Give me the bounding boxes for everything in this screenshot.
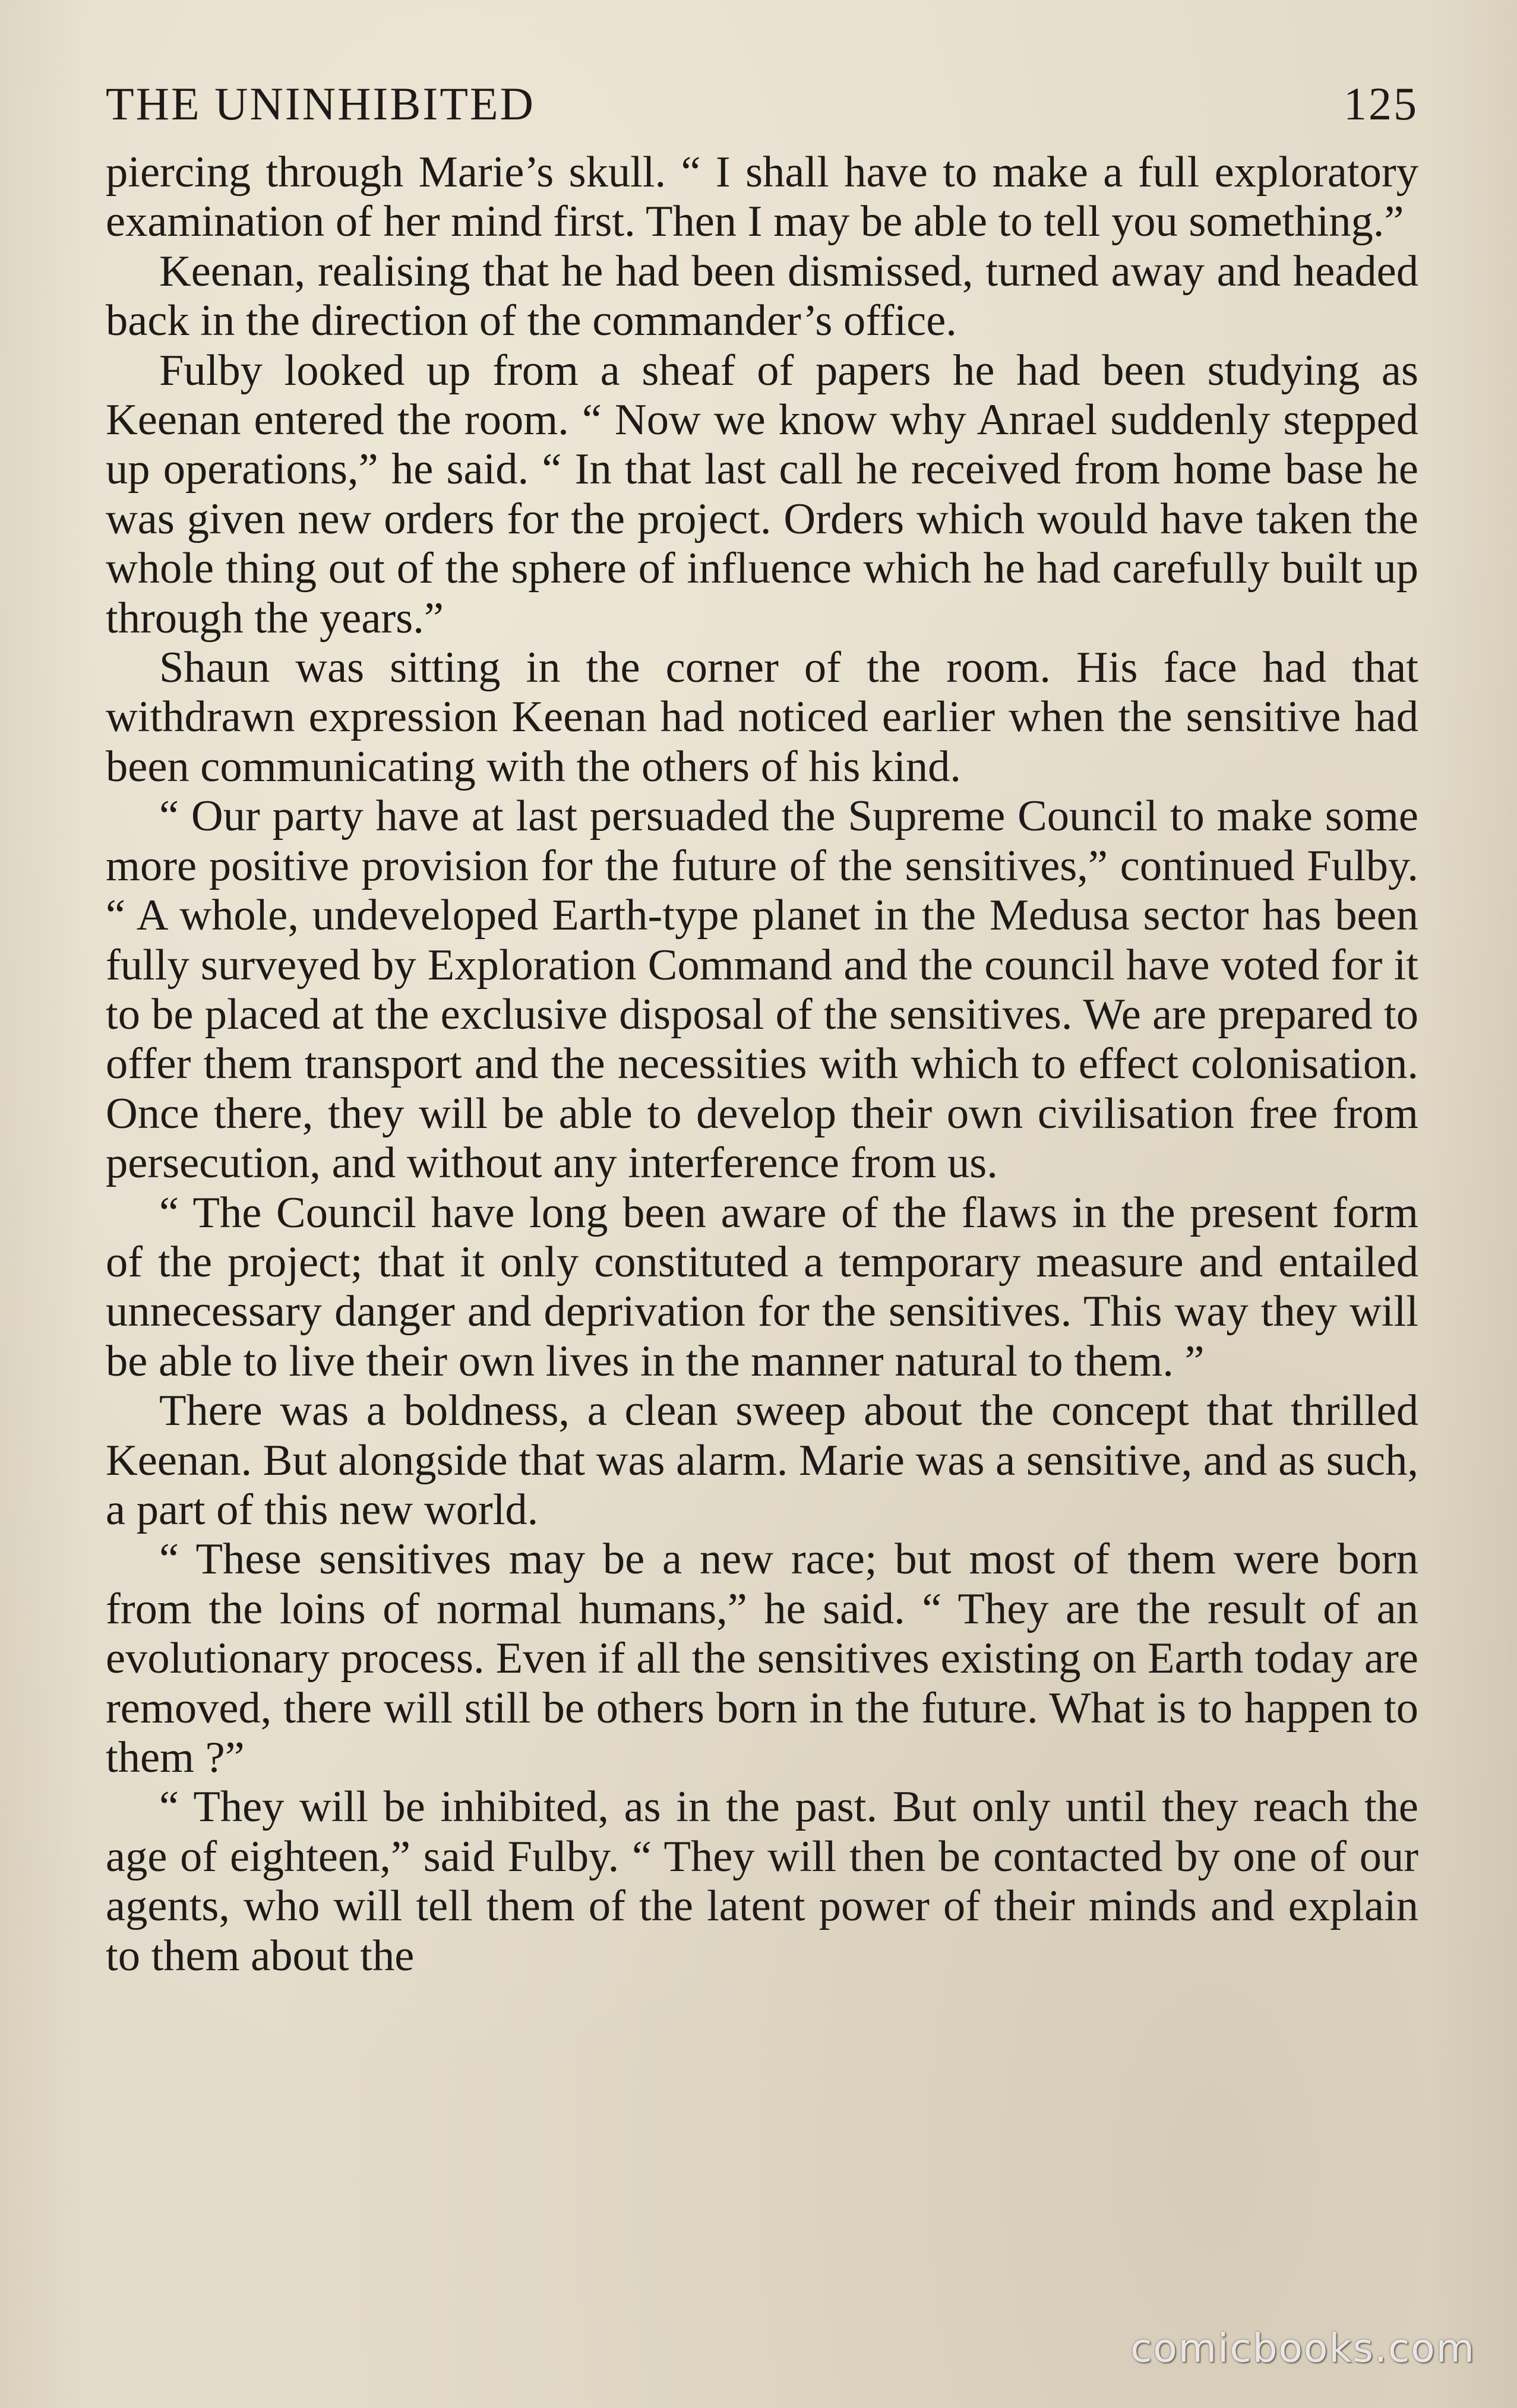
book-title: THE UNINHIBITED	[106, 78, 536, 129]
paragraph: Shaun was sitting in the corner of the room. His face had that withdrawn expression Keenan had noticed earlier when the sensitive had been communicating with the others of his kind.	[106, 643, 1418, 791]
page-number: 125	[1344, 78, 1418, 129]
watermark: comicbooks.com	[1130, 2325, 1475, 2371]
running-head	[106, 74, 1418, 134]
body-text	[106, 148, 1418, 1981]
paragraph: “ Our party have at last persuaded the Supreme Council to make some more positive provision for the future of the sensitives,” continued Fulby. “ A whole, undeveloped Earth-type planet in the Medusa sector has been fully surveyed by Exploration Command and the council have voted for it to be placed at the exclusive disposal of the sensitives. We are prepared to offer them transport and the necessities with which to effect colonisation. Once there, they will be able to develop their own civilisation free from persecution, and without any interference from us.	[106, 792, 1418, 1188]
paragraph: Keenan, realising that he had been dismissed, turned away and headed back in the direction of the commander’s office.	[106, 247, 1418, 346]
paragraph: There was a boldness, a clean sweep about the concept that thrilled Keenan. But alongside that was alarm. Marie was a sensitive, and as such, a part of this new world.	[106, 1386, 1418, 1534]
paragraph: “ These sensitives may be a new race; but most of them were born from the loins of normal humans,” he said. “ They are the result of an evolutionary process. Even if all the sensitives existing on Earth today are removed, there will still be others born in the future. What is to happen to them ?”	[106, 1535, 1418, 1782]
paragraph: piercing through Marie’s skull. “ I shall have to make a full exploratory examination of her mind first. Then I may be able to tell you something.”	[106, 148, 1418, 247]
paragraph: “ The Council have long been aware of the flaws in the present form of the project; that it only constituted a temporary measure and entailed unnecessary danger and deprivation for the sensitives. This way they will be able to live their own lives in the manner natural to them. ”	[106, 1188, 1418, 1386]
paragraph: “ They will be inhibited, as in the past. But only until they reach the age of eighteen,” said Fulby. “ They will then be contacted by one of our agents, who will tell them of the latent power of their minds and explain to them about the	[106, 1783, 1418, 1980]
book-page	[106, 74, 1418, 1981]
paragraph: Fulby looked up from a sheaf of papers he had been studying as Keenan entered the room. “ Now we know why Anrael suddenly stepped up operations,” he said. “ In that last call he received from home base he was given new orders for the project. Orders which would have taken the whole thing out of the sphere of influence which he had carefully built up through the years.”	[106, 346, 1418, 643]
